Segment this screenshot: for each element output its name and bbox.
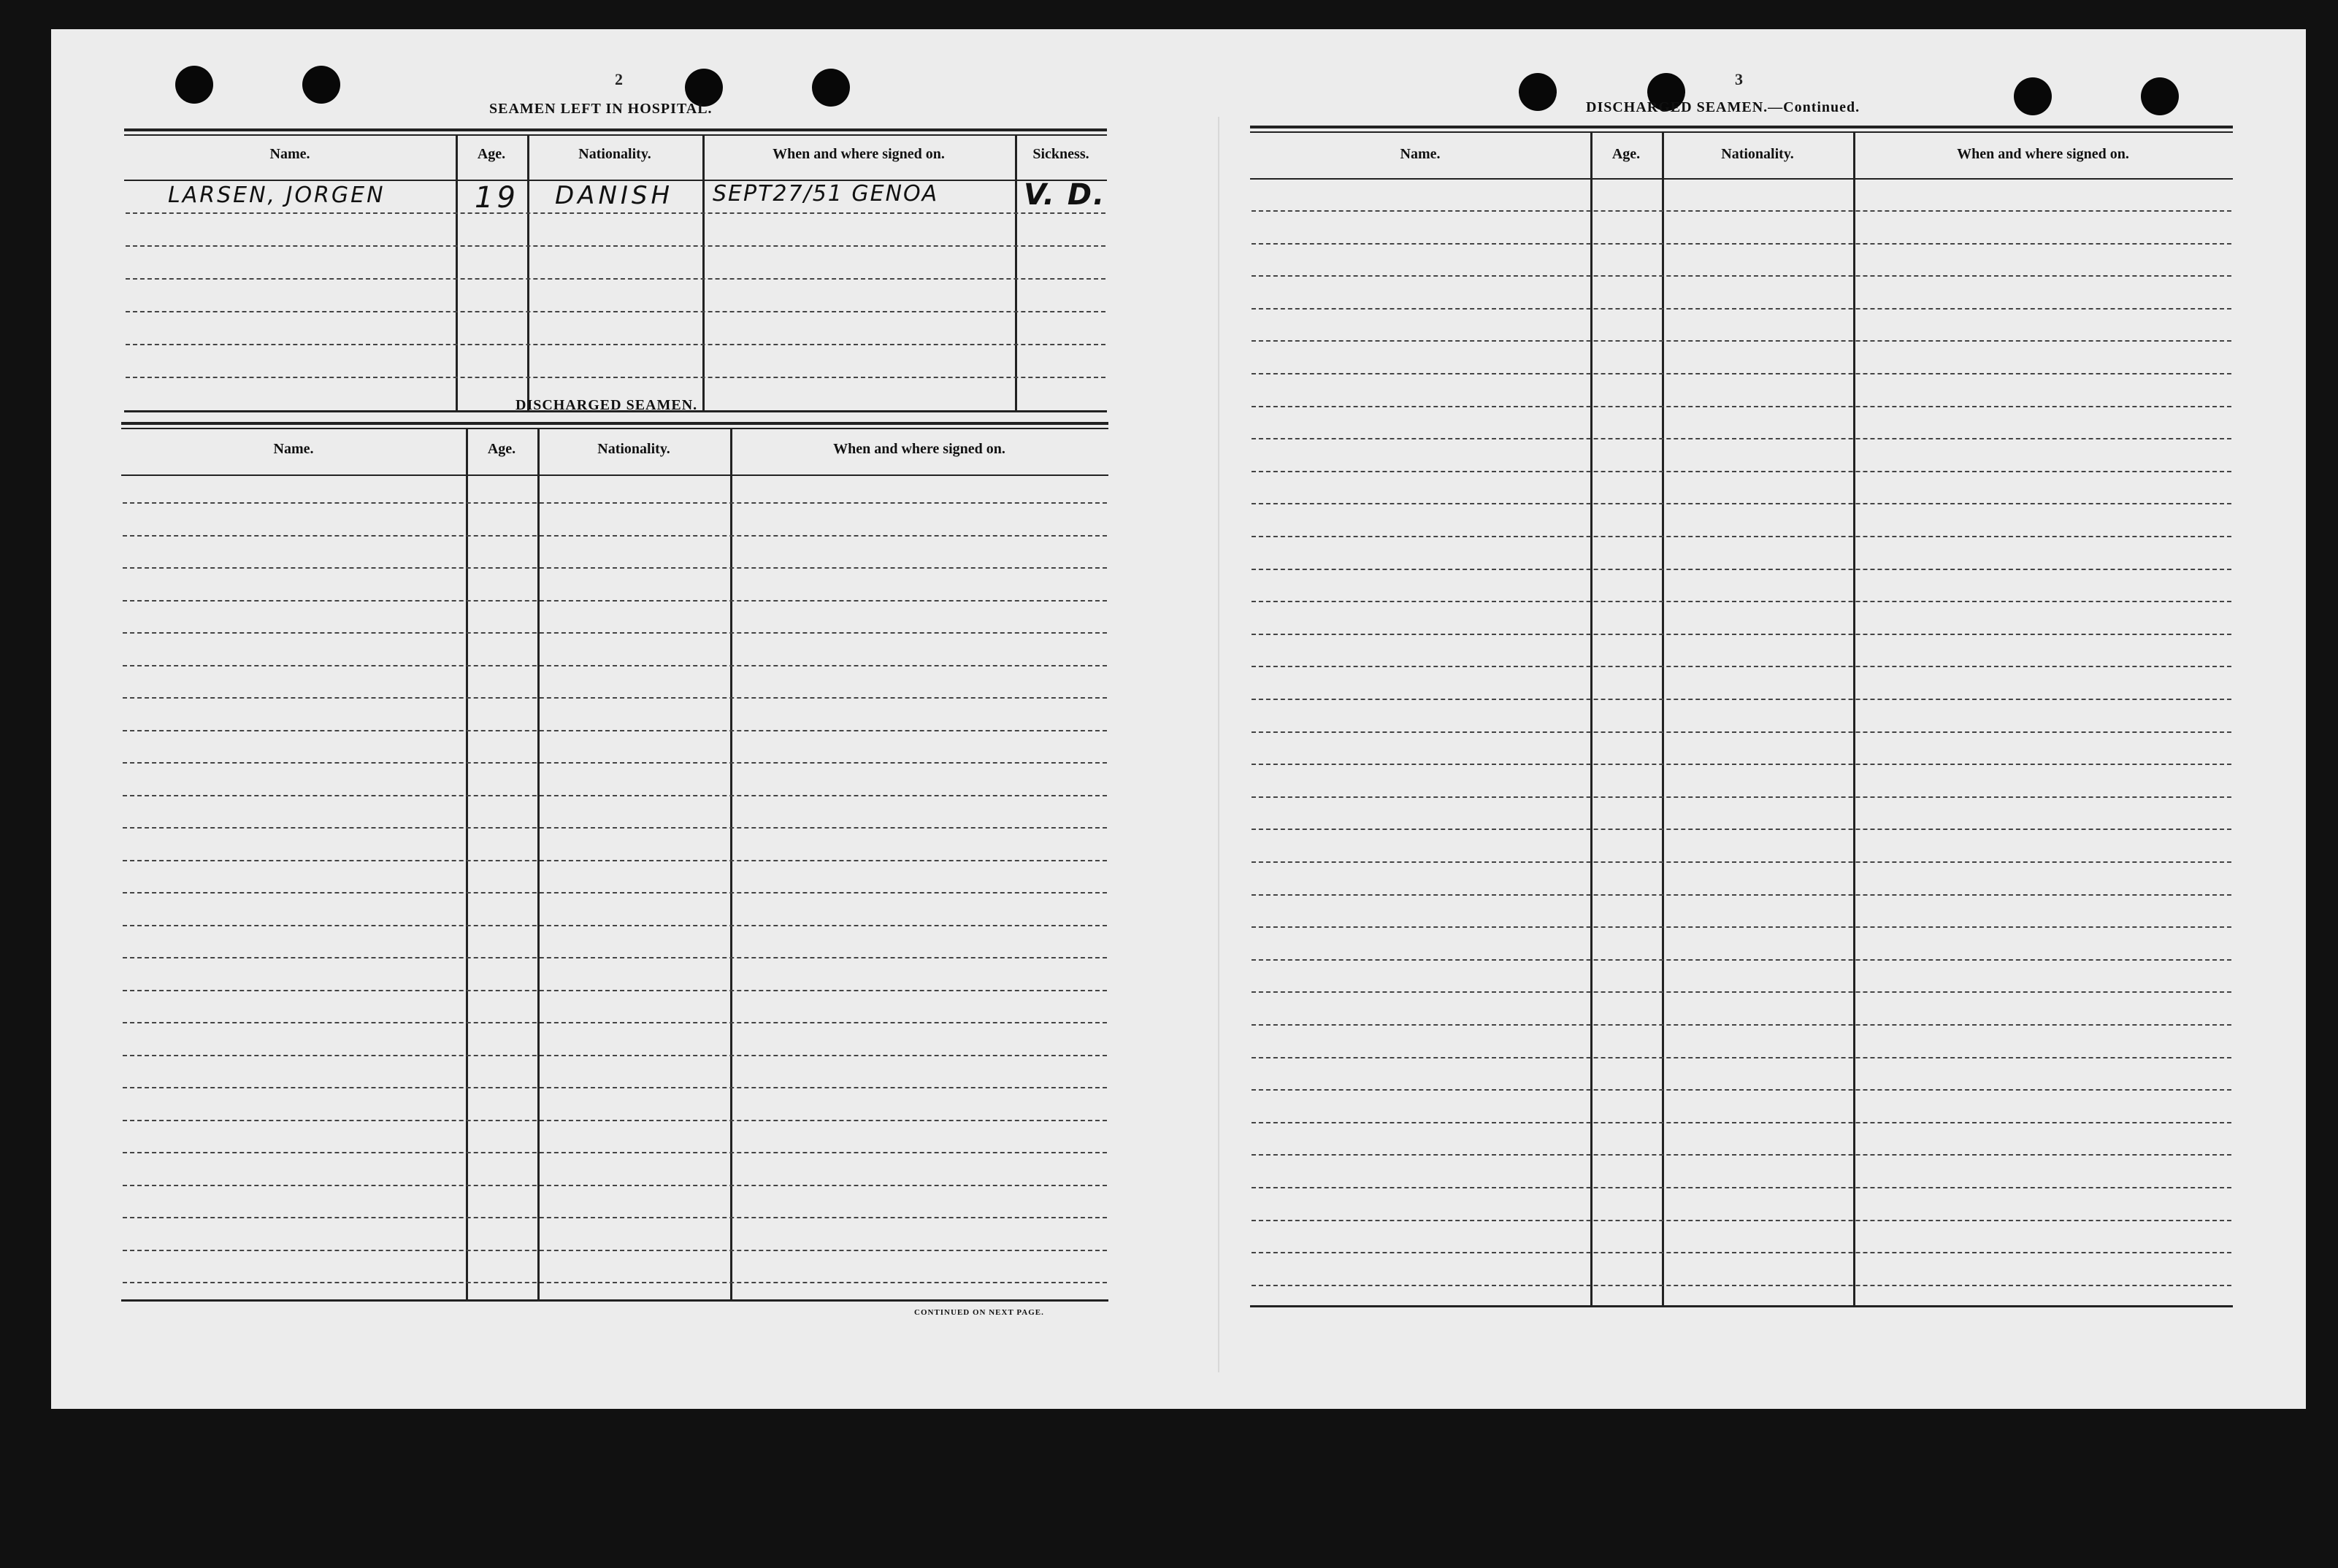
punch-hole (2141, 77, 2179, 115)
ruled-line (1252, 861, 2231, 863)
document-sheet (51, 29, 2306, 1409)
ruled-line (1252, 666, 2231, 667)
hospital-col-sickness: Sickness. (1032, 146, 1089, 162)
ruled-line (1252, 829, 2231, 830)
ruled-line (1252, 959, 2231, 961)
ruled-line (123, 1250, 1107, 1251)
page-number-right: 3 (1735, 70, 1743, 88)
ruled-line (123, 925, 1107, 926)
ruled-line (123, 697, 1107, 699)
continued-col-signed-on: When and where signed on. (1957, 146, 2129, 162)
hospital-col-signed-on: When and where signed on. (773, 146, 945, 162)
ruled-line (1252, 406, 2231, 407)
ruled-line (123, 1282, 1107, 1283)
entry-sickness: V. D. (1024, 178, 1106, 212)
continued-col-name: Name. (1400, 146, 1441, 162)
discharged-col-age: Age. (487, 441, 516, 457)
ruled-line (123, 1152, 1107, 1153)
ruled-line (123, 827, 1107, 829)
ruled-line (1252, 1089, 2231, 1091)
ruled-line (123, 860, 1107, 861)
ruled-line (123, 892, 1107, 893)
punch-hole (2014, 77, 2052, 115)
entry-age: 19 (475, 181, 519, 215)
ruled-line (1252, 210, 2231, 212)
ruled-line (1252, 1285, 2231, 1286)
ruled-line (123, 1055, 1107, 1056)
hospital-section-title: SEAMEN LEFT IN HOSPITAL. (489, 101, 713, 117)
ruled-line (1252, 373, 2231, 374)
punch-hole (302, 66, 340, 104)
ruled-line (1252, 764, 2231, 765)
ruled-line (1252, 1252, 2231, 1253)
ruled-line (1252, 894, 2231, 896)
hospital-table (124, 128, 1107, 420)
ruled-line (123, 502, 1107, 504)
punch-hole (812, 69, 850, 107)
ruled-line (1252, 634, 2231, 635)
ruled-line (1252, 991, 2231, 993)
entry-name: LARSEN, JORGEN (168, 182, 386, 208)
hospital-col-name: Name. (269, 146, 310, 162)
ruled-line (1252, 569, 2231, 570)
ruled-line (1252, 1220, 2231, 1221)
ruled-line (123, 535, 1107, 537)
ruled-line (1252, 1057, 2231, 1058)
discharged-col-signed-on: When and where signed on. (833, 441, 1005, 457)
discharged-continued-title: DISCHARGED SEAMEN.—Continued. (1586, 99, 1860, 115)
hospital-col-nationality: Nationality. (578, 146, 651, 162)
ruled-line (1252, 796, 2231, 798)
entry-signed-on: SEPT27/51 GENOA (713, 181, 939, 207)
discharged-section-title: DISCHARGED SEAMEN. (515, 397, 698, 413)
discharged-continued-table (1250, 126, 2233, 1337)
ruled-line (123, 957, 1107, 958)
ruled-line (123, 795, 1107, 796)
ruled-line (123, 632, 1107, 634)
ruled-line (123, 1120, 1107, 1121)
ruled-line (1252, 471, 2231, 472)
continued-col-nationality: Nationality. (1721, 146, 1794, 162)
discharged-table (121, 422, 1108, 1313)
ruled-line (123, 1217, 1107, 1218)
ruled-line (1252, 340, 2231, 342)
ruled-line (1252, 699, 2231, 700)
ruled-line (1252, 438, 2231, 439)
ruled-line (123, 1022, 1107, 1023)
ruled-line (1252, 731, 2231, 733)
ruled-line (1252, 308, 2231, 310)
discharged-col-name: Name. (273, 441, 314, 457)
page-fold (1218, 117, 1219, 1372)
ruled-line (1252, 1122, 2231, 1123)
hospital-col-age: Age. (477, 146, 506, 162)
continued-col-age: Age. (1611, 146, 1641, 162)
ruled-line (1252, 536, 2231, 537)
ruled-line (1252, 503, 2231, 504)
page-number-left: 2 (615, 70, 623, 88)
entry-nationality: DANISH (555, 181, 674, 210)
ruled-line (123, 600, 1107, 602)
ruled-line (1252, 1187, 2231, 1188)
ruled-line (123, 990, 1107, 991)
ruled-line (123, 1185, 1107, 1186)
ruled-line (1252, 926, 2231, 928)
discharged-col-nationality: Nationality. (597, 441, 670, 457)
punch-hole (1519, 73, 1557, 111)
punch-hole (175, 66, 213, 104)
ruled-line (1252, 243, 2231, 245)
ruled-line (123, 665, 1107, 666)
ruled-line (1252, 1024, 2231, 1026)
ruled-line (1252, 275, 2231, 277)
ruled-line (123, 762, 1107, 764)
ruled-line (1252, 1154, 2231, 1156)
continued-note: CONTINUED ON NEXT PAGE. (914, 1308, 1044, 1317)
ruled-line (123, 567, 1107, 569)
ruled-line (123, 730, 1107, 731)
ruled-line (1252, 601, 2231, 602)
ruled-line (123, 1087, 1107, 1088)
